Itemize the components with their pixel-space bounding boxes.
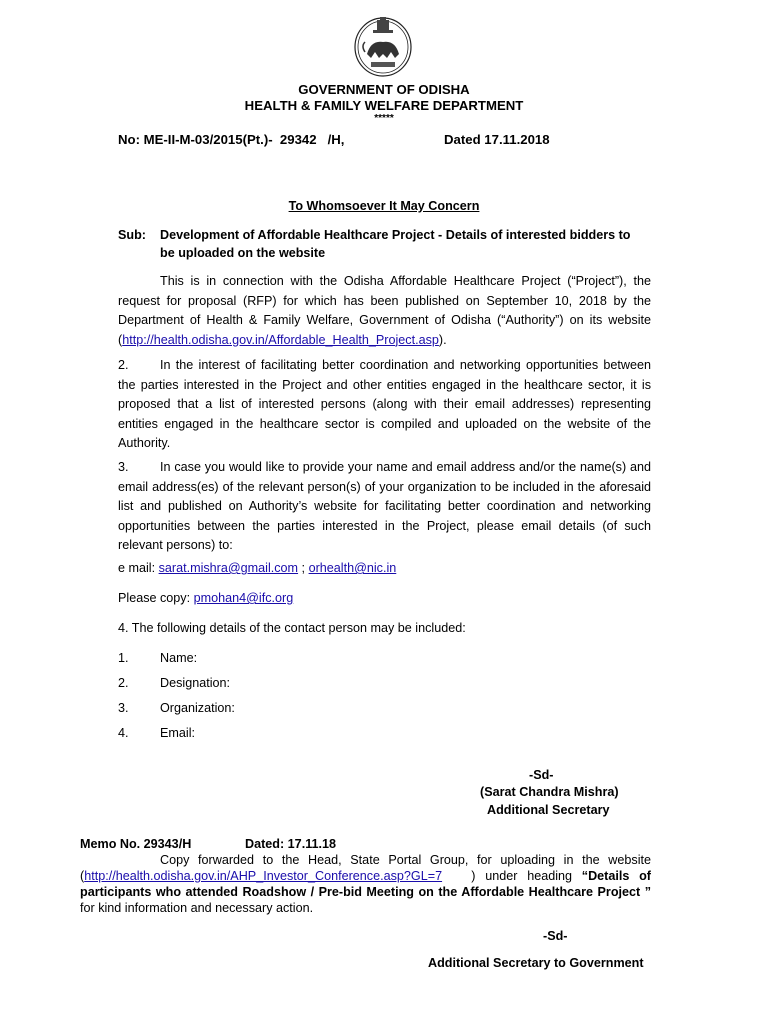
paragraph-1-text: This is in connection with the Odisha Affordable Healthcare Project (“Project”), the request for proposal (RFP) for which has been published on September 10, 2018 by the Department of Health & Family Welfare, Government of Odisha (“Authority”) on its website (	[118, 274, 651, 347]
paragraph-4: 4. The following details of the contact person may be included:	[118, 621, 466, 635]
list-item-number: 3.	[118, 701, 129, 715]
memo-text-mid: ) under heading	[442, 869, 582, 883]
emblem-icon	[351, 14, 415, 78]
dept-heading: HEALTH & FAMILY WELFARE DEPARTMENT	[244, 98, 524, 113]
signature-2-sd: -Sd-	[543, 929, 568, 943]
list-item-label: Name:	[160, 651, 198, 665]
email-link-primary[interactable]: sarat.mishra@gmail.com	[158, 561, 299, 575]
paragraph-1-end: ).	[438, 332, 447, 347]
list-item	[118, 649, 197, 667]
list-item-label: Designation:	[160, 676, 231, 690]
subject-label: Sub:	[118, 228, 146, 242]
email-separator: ;	[298, 561, 309, 575]
paragraph-3	[118, 458, 651, 556]
subject-line-2: be uploaded on the website	[160, 246, 326, 260]
list-item-label: Email:	[160, 726, 195, 740]
paragraph-2	[118, 356, 651, 454]
list-item	[118, 674, 230, 692]
list-item-label: Organization:	[160, 701, 235, 715]
paragraph-2-text: In the interest of facilitating better coordination and networking opportunities between the parties interested in the Project and other entities engaged in the healthcare sector, it is proposed that a list of interested persons (along with their email addresses) representing entities engaged in the healthcare sector is compiled and uploaded on the website of the Authority.	[118, 358, 651, 451]
copy-email-link[interactable]: pmohan4@ifc.org	[193, 591, 294, 605]
addressee-heading: To Whomsoever It May Concern	[288, 199, 480, 213]
list-item-number: 2.	[118, 676, 129, 690]
list-item-number: 1.	[118, 651, 129, 665]
subject-line-1: Development of Affordable Healthcare Project - Details of interested bidders to	[160, 228, 631, 242]
memo-body	[80, 852, 651, 916]
list-item-number: 4.	[118, 726, 129, 740]
reference-date: Dated 17.11.2018	[444, 132, 550, 147]
signature-sd: -Sd-	[529, 768, 554, 782]
paragraph-3-text: In case you would like to provide your name and email address and/or the name(s) and email address(es) of the relevant person(s) of your organization to be included in the aforesaid list and published on Authority’s website for facilitating better coordination and networking opportunities between the parties interested in the Project, please email details (of such relevant persons) to:	[118, 460, 651, 553]
signatory-name: (Sarat Chandra Mishra)	[480, 785, 619, 799]
reference-number: No: ME-II-M-03/2015(Pt.)- 29342 /H,	[118, 132, 345, 147]
email-line	[118, 559, 396, 577]
memo-text-end: for kind information and necessary action.	[80, 901, 314, 915]
memo-date: Dated: 17.11.18	[245, 837, 337, 851]
memo-website-link[interactable]: http://health.odisha.gov.in/AHP_Investor_Conference.asp?GL=7	[84, 869, 443, 883]
state-emblem	[351, 14, 415, 78]
signatory-title: Additional Secretary	[487, 803, 610, 817]
signature-2-title: Additional Secretary to Government	[428, 956, 644, 970]
paragraph-1	[118, 272, 651, 350]
memo-heading-quote: “Details of participants who attended Roadshow / Pre-bid Meeting on the Affordable Healthcare Project ”	[80, 869, 651, 899]
copy-line	[118, 589, 293, 607]
header-stars: *****	[374, 113, 394, 124]
list-item	[118, 724, 195, 742]
rfp-website-link[interactable]: http://health.odisha.gov.in/Affordable_Health_Project.asp	[122, 332, 439, 347]
paragraph-3-number: 3.	[118, 460, 129, 474]
list-item	[118, 699, 235, 717]
email-label: e mail:	[118, 561, 159, 575]
memo-number: Memo No. 29343/H	[80, 837, 192, 851]
paragraph-2-number: 2.	[118, 358, 129, 372]
memo-text: Copy forwarded to the Head, State Portal Group, for uploading in the website (	[80, 853, 651, 883]
copy-label: Please copy:	[118, 591, 194, 605]
email-link-secondary[interactable]: orhealth@nic.in	[308, 561, 397, 575]
govt-heading: GOVERNMENT OF ODISHA	[298, 82, 470, 97]
